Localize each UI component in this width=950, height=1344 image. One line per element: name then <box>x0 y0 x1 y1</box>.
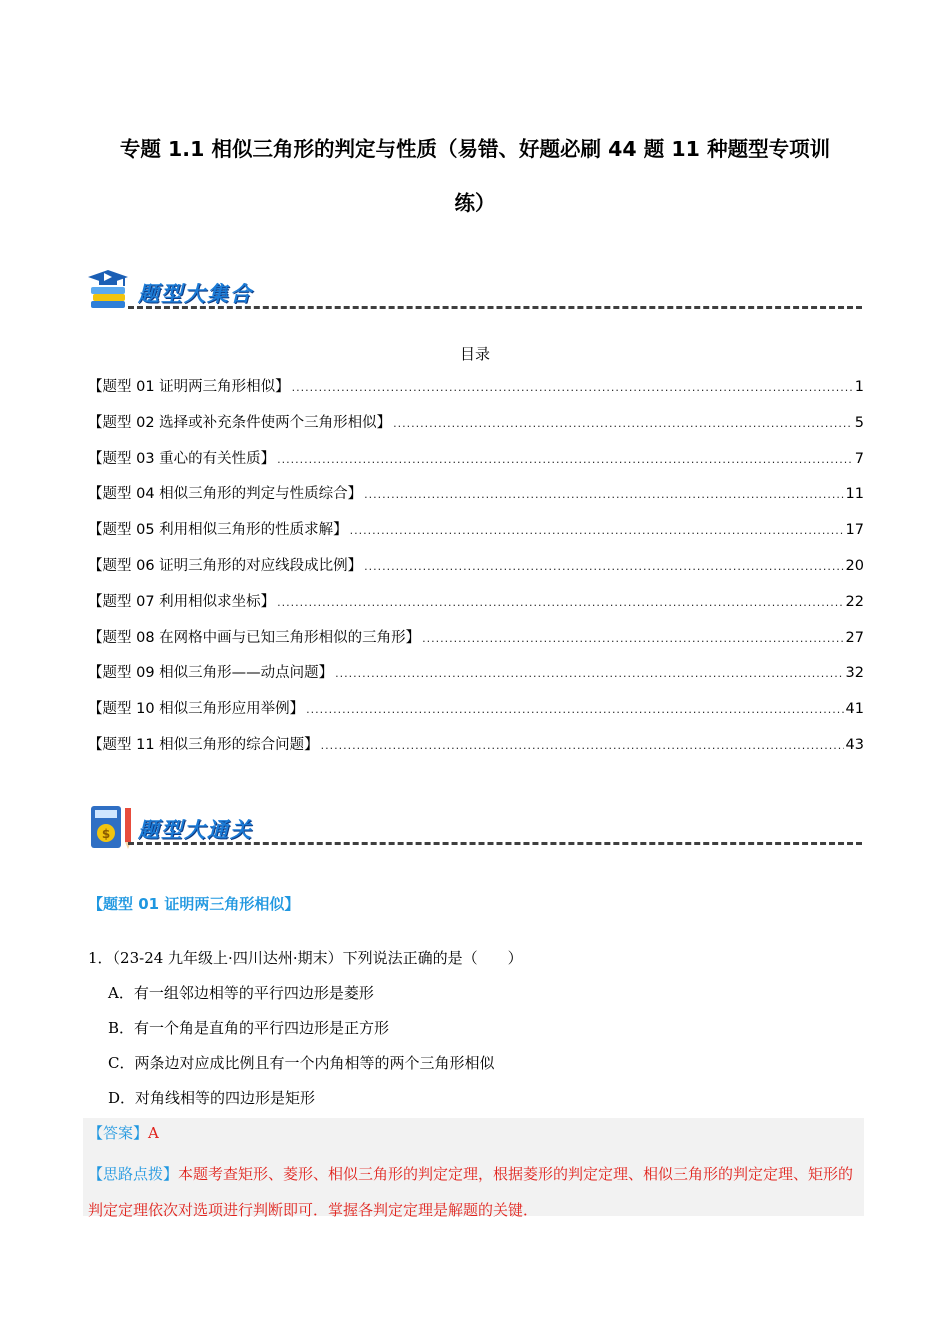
toc-item-page: 22 <box>845 593 864 610</box>
toc-item[interactable] <box>88 479 864 515</box>
toc-item[interactable] <box>88 587 864 623</box>
toc-item-title: 【题型 06 证明三角形的对应线段成比例】 <box>88 557 363 574</box>
banner-question-types-collection <box>88 266 862 318</box>
option-b: B．有一个角是直角的平行四边形是正方形 <box>108 1019 390 1037</box>
title-line-1: 专题 1.1 相似三角形的判定与性质（易错、好题必刷 44 题 11 种题型专项训 <box>119 137 831 161</box>
toc-item[interactable] <box>88 515 864 551</box>
toc-item-title: 【题型 10 相似三角形应用举例】 <box>88 701 305 718</box>
option-c: C．两条边对应成比例且有一个内角相等的两个三角形相似 <box>108 1054 495 1072</box>
toc-item-title: 【题型 08 在网格中画与已知三角形相似的三角形】 <box>88 629 421 646</box>
answer-tag: 【答案】 <box>88 1124 149 1142</box>
toc-item[interactable] <box>88 623 864 659</box>
document-title <box>80 118 870 234</box>
toc-item-page: 7 <box>854 450 864 467</box>
answer-line <box>88 1122 159 1143</box>
question-stem: 1．（23-24 九年级上·四川达州·期末）下列说法正确的是（ ） <box>88 949 523 967</box>
toc-item-page: 27 <box>845 629 864 646</box>
svg-text:$: $ <box>101 827 111 841</box>
explanation-tag: 【思路点拨】 <box>88 1165 179 1183</box>
toc-leader-dots <box>393 409 853 439</box>
toc-item-page: 1 <box>854 379 864 395</box>
title-line-2: 练） <box>454 191 496 215</box>
toc-item-title: 【题型 03 重心的有关性质】 <box>88 450 276 467</box>
toc-item[interactable] <box>88 658 864 694</box>
toc-item-title: 【题型 04 相似三角形的判定与性质综合】 <box>88 486 363 503</box>
toc-leader-dots <box>350 516 844 546</box>
toc-item-page: 17 <box>845 522 864 539</box>
table-of-contents <box>88 372 864 766</box>
toc-item-page: 43 <box>845 736 864 753</box>
toc-item-page: 11 <box>845 486 864 503</box>
answer-box <box>83 1118 864 1219</box>
toc-item[interactable] <box>88 551 864 587</box>
banner-label: 题型大集合 <box>138 281 253 306</box>
toc-item-page: 32 <box>845 665 864 682</box>
toc-item[interactable] <box>88 694 864 730</box>
toc-item-title: 【题型 01 证明两三角形相似】 <box>88 379 290 395</box>
toc-leader-dots <box>321 731 844 761</box>
toc-item-title: 【题型 09 相似三角形——动点问题】 <box>88 665 334 682</box>
toc-leader-dots <box>292 373 853 403</box>
toc-item[interactable] <box>88 372 864 408</box>
toc-heading: 目录 <box>459 345 490 363</box>
toc-item-page: 41 <box>845 701 864 718</box>
toc-item-page: 20 <box>845 557 864 574</box>
toc-item-title: 【题型 05 利用相似三角形的性质求解】 <box>88 522 348 539</box>
banner-question-types-pass <box>88 802 862 854</box>
option-d: D．对角线相等的四边形是矩形 <box>108 1089 316 1107</box>
banner-divider <box>128 306 862 309</box>
toc-leader-dots <box>277 445 853 475</box>
toc-leader-dots <box>422 624 843 654</box>
answer-value: A <box>148 1124 159 1142</box>
option-a: A．有一组邻边相等的平行四边形是菱形 <box>108 984 374 1002</box>
toc-item[interactable] <box>88 444 864 480</box>
question-1 <box>88 944 864 1119</box>
toc-leader-dots <box>335 659 843 689</box>
toc-leader-dots <box>364 480 843 510</box>
section-heading: 【题型 01 证明两三角形相似】 <box>88 895 300 913</box>
banner-label: 题型大通关 <box>138 817 253 842</box>
toc-item-title: 【题型 11 相似三角形的综合问题】 <box>88 736 319 753</box>
banner-divider <box>128 842 862 845</box>
toc-item-title: 【题型 07 利用相似求坐标】 <box>88 593 276 610</box>
toc-item[interactable] <box>88 730 864 766</box>
explanation-text: 本题考查矩形、菱形、相似三角形的判定定理，根据菱形的判定定理、相似三角形的判定定理、矩形的判定定理依次对选项进行判断即可．掌握各判定定理是解题的关键． <box>88 1165 854 1219</box>
toc-leader-dots <box>306 695 843 725</box>
toc-leader-dots <box>277 588 843 618</box>
toc-leader-dots <box>364 552 843 582</box>
toc-item[interactable] <box>88 408 864 444</box>
explanation <box>88 1156 861 1228</box>
toc-item-page: 5 <box>854 414 864 431</box>
toc-item-title: 【题型 02 选择或补充条件使两个三角形相似】 <box>88 414 392 431</box>
